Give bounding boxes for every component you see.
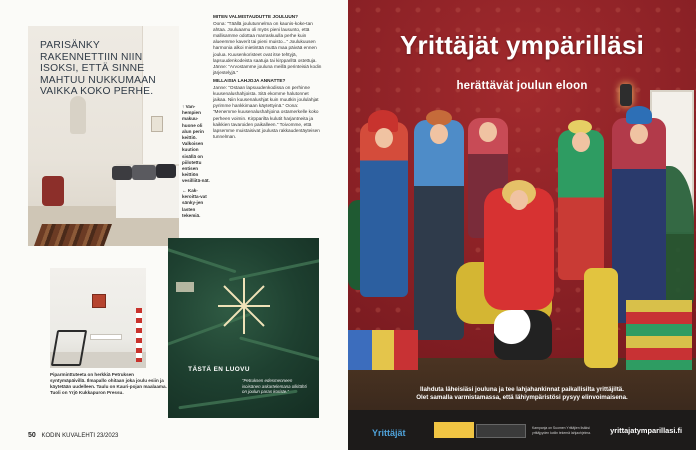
pressu-chair [51,330,87,366]
paragraph: Janne: ”Ostaan lapsuudenkodissa on perhinne kuusenalushahjoista. Sitä ekomme halutonnet jaikaa. Niin kuusenalushjat kuin muutkin joululahjat pyrimme hankkimaan käytettyinä.” Oona: ”Menemme kuusenalushahjoina ostamerkelle koko perheen voimin. Kirpparilta kulutit harjantneita ja kaikkien tavaroiden paikalleen.” Toivomme, että lapsemme muistaisivat joulusta rakkaudentäyteisen tunnelman. [213,85,320,139]
rug [34,224,112,246]
article-text [213,12,323,142]
photo-caption: ← Kak-keroitta-vat sänky-jen lasten tekemiä. [182,188,207,218]
gift-boxes [626,300,692,370]
person-mechanic [612,118,666,323]
ad-body-line: Olet samalla varmistamassa, että lähiympäristösi pysyy elinvoimaisena. [416,394,628,402]
christmas-tree-photo [168,238,319,418]
gift-boxes [348,330,418,370]
photo-caption: Piparminttuteeta on herkkiä Petruksen syntymäpäivillä. Ilmapallo ohitaan joka joulu esiin ja käytetään uudelleen. Taulu on Kauri-pojan maalaama. Tuoli on Yrjö Kukkapuron Pressu. [50,372,167,395]
photo-caption: ↑ Van-hempien makuu-huone oli alun perin keittiö. Valkoisen kuution sisällä on piilotettu entisen keittiön vesilliitä-nät. [182,104,210,184]
chair [42,176,64,206]
straw-star-icon [216,276,272,336]
yrittajat-logo: Yrittäjät [372,428,406,438]
page-folio [28,432,118,439]
partner-logo [476,424,526,438]
pillow [132,165,156,180]
ad-subheadline: herättävät joulun eloon [456,80,588,92]
campaign-url[interactable]: yrittajatymparillasi.fi [610,426,682,435]
pull-quote: PARISÄNKY RAKENNETTIIN NIIN ISOKSI, ETTÄ SINNE MAHTUU NUKKUMAAN VAIKKA KOKO PERHE. [40,40,156,97]
picture-frame [151,116,163,132]
bedroom-photo [28,26,179,246]
candy-cane-decoration [136,308,142,362]
ad-body-text [348,386,696,403]
magazine-issue: KODIN KUVALEHTI 23/2023 [41,433,119,439]
section-heading: MITEN VALMISTAUDUTTE JOULUUN? [213,14,298,19]
wall-painting [92,294,106,308]
pillow [112,166,132,180]
paragraph: Oona: ”Täällä joulutunnelma on kaunis-koke-tan ahtaa. Jouluaamu oli myös pieni lausunto, että mallisamme odottaa marraskuulla perhe kuin alueemme kaverit tai pieni muisto...” Joulukuusen harmonia alkoi mietintää mutta maa päivää ennen joulua. Kuusenkoristeet ovat itse tehtyjä, lapsuudenkodeista saatuja tai kirppariltä ostettuja. Jänne: ”Arvostamme jouluna meillä perinteisiä kodin järjestelyjä.” [213,21,322,75]
section-heading: MILLAISIA LAHJOJA ANNATTE? [213,77,286,83]
lamp [70,96,86,134]
table [90,334,122,340]
page-number: 50 [28,432,36,439]
side-table [584,268,618,368]
person-baker [558,130,604,280]
ad-footer [348,410,696,450]
partner-logo [434,422,474,438]
ad-headline: Yrittäjät ympärilläsi [399,30,645,60]
person-seated [484,188,554,310]
ad-body-line: Ilahduta läheisiäsi jouluna ja tee lahjahankinnat paikallisilta yrittäjiltä. [420,386,624,393]
footer-note: Kampanja on Suomen Yrittäjien lisäksi yrittäjyyden kotiin tekemä lahjaohjelma. [532,426,591,435]
feature-title: TÄSTÄ EN LUOVU [188,366,250,373]
person-fishmonger [360,122,408,297]
feature-text: ”Petruksen edesmenneen isoisänen askartelemana olkitähti on joulun paras koriste.” [242,378,307,395]
pillow [156,164,176,178]
advertisement-page [348,0,696,450]
living-room-photo [50,268,146,368]
dog [494,310,552,360]
ornament [176,282,194,292]
